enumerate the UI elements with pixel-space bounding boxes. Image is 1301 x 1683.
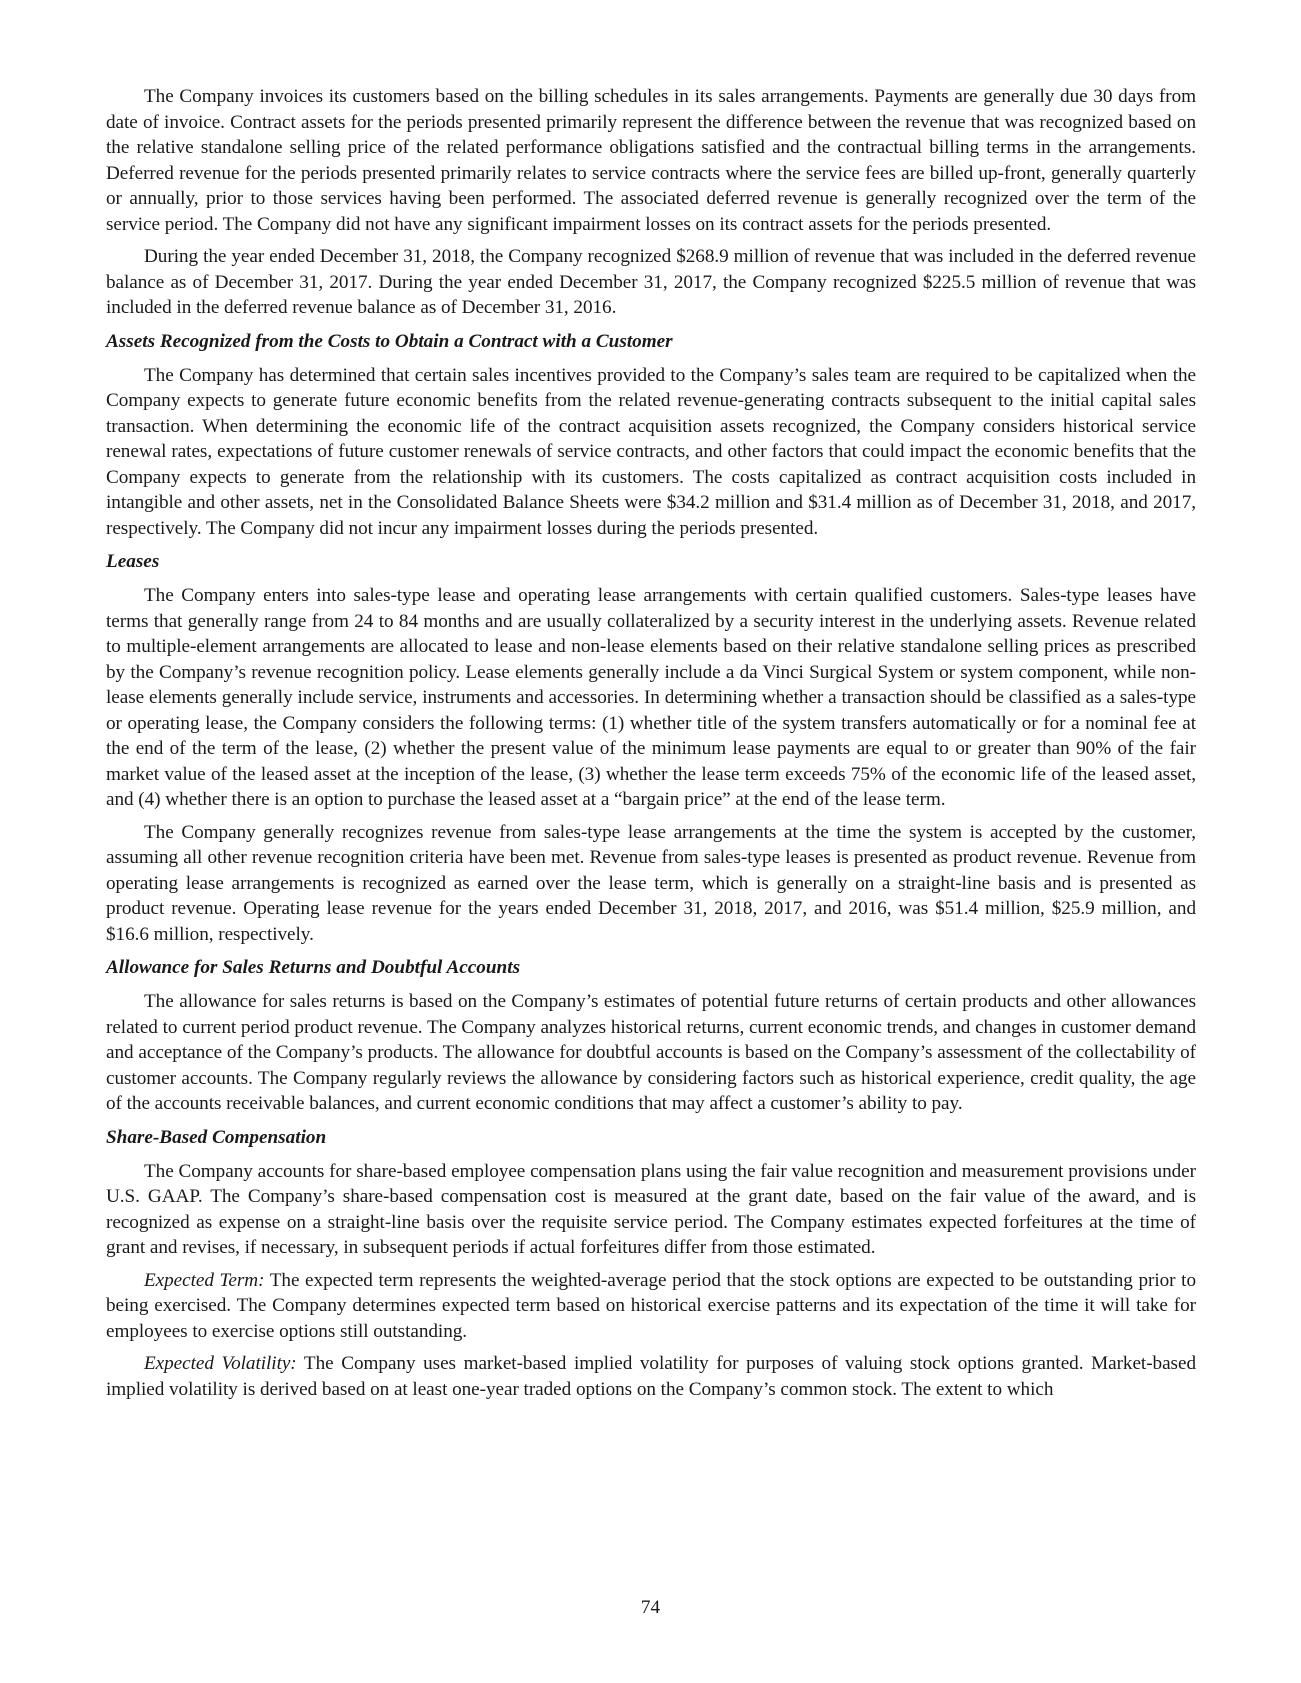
paragraph-leases-revenue: The Company generally recognizes revenue from sales-type lease arrangements at the time the system is accepted by the customer, assuming all other revenue recognition criteria have been met. Revenue from sales-type leases is presented as product revenue. Revenue from operating lease arrangements is recognized as earned over the lease term, which is generally on a straight-line basis and is presented as product revenue. Operating lease revenue for the years ended December 31, 2018, 2017, and 2016, was $51.4 million, $25.9 million, and $16.6 million, respectively. bbox=[106, 821, 1196, 945]
paragraph-expected-term bbox=[106, 1268, 1196, 1345]
section-heading-leases: Leases bbox=[106, 551, 160, 572]
paragraph-share-based-compensation: The Company accounts for share-based employee compensation plans using the fair value recognition and measurement provisions under U.S. GAAP. The Company’s share-based compensation cost is measured at the grant date, based on the fair value of the award, and is recognized as expense on a straight-line basis over the requisite service period. The Company estimates expected forfeitures at the time of grant and revises, if necessary, in subsequent periods if actual forfeitures differ from those estimated. bbox=[106, 1160, 1196, 1258]
paragraph-billing: The Company invoices its customers based on the billing schedules in its sales arrangements. Payments are generally due 30 days from date of invoice. Contract assets for the periods presented primarily represent the difference between the revenue that was recognized based on the relative standalone selling price of the related performance obligations satisfied and the contractual billing terms in the arrangements. Deferred revenue for the periods presented primarily relates to service contracts where the service fees are billed up-front, generally quarterly or annually, prior to those services having been performed. The associated deferred revenue is generally recognized over the term of the service period. The Company did not have any significant impairment losses on its contract assets for the periods presented. bbox=[106, 86, 1196, 235]
expected-term-text: The expected term represents the weighted-average period that the stock options are expected to be outstanding prior to being exercised. The Company determines expected term based on historical exercise patterns and its expectation of the time it will take for employees to exercise options still outstanding. bbox=[106, 1269, 1196, 1342]
page-number: 74 bbox=[640, 1597, 661, 1618]
paragraph-leases-terms: The Company enters into sales-type lease and operating lease arrangements with certain qualified customers. Sales-type leases have terms that generally range from 24 to 84 months and are usually collateralized by a security interest in the underlying assets. Revenue related to multiple-element arrangements are allocated to lease and non-lease elements based on their relative standalone selling prices as prescribed by the Company’s revenue recognition policy. Lease elements generally include a da Vinci Surgical System or system component, while non-lease elements generally include service, instruments and accessories. In determining whether a transaction should be classified as a sales-type or operating lease, the Company considers the following terms: (1) whether title of the system transfers automatically or for a nominal fee at the end of the term of the lease, (2) whether the present value of the minimum lease payments are equal to or greater than 90% of the fair market value of the leased asset at the inception of the lease, (3) whether the lease term exceeds 75% of the economic life of the leased asset, and (4) whether there is an option to purchase the leased asset at a “bargain price” at the end of the lease term. bbox=[106, 585, 1196, 810]
section-heading-allowance: Allowance for Sales Returns and Doubtful Accounts bbox=[106, 957, 521, 978]
paragraph-deferred-revenue-recognized: During the year ended December 31, 2018, the Company recognized $268.9 million of revenue that was included in the deferred revenue balance as of December 31, 2017. During the year ended December 31, 2017, the Company recognized $225.5 million of revenue that was included in the deferred revenue balance as of December 31, 2016. bbox=[106, 246, 1196, 318]
section-heading-contract-costs: Assets Recognized from the Costs to Obtain a Contract with a Customer bbox=[106, 330, 673, 352]
expected-volatility-text: The Company uses market-based implied volatility for purposes of valuing stock options granted. Market-based implied volatility is derived based on at least one-year traded options on the Company’s common stock. The extent to which bbox=[106, 1353, 1196, 1400]
section-heading-share-based-compensation: Share-Based Compensation bbox=[106, 1126, 327, 1148]
expected-term-lead: Expected Term: bbox=[144, 1269, 265, 1291]
paragraph-expected-volatility bbox=[106, 1351, 1196, 1402]
document-body bbox=[106, 84, 1196, 1409]
paragraph-allowance: The allowance for sales returns is based on the Company’s estimates of potential future returns of certain products and other allowances related to current period product revenue. The Company analyzes historical returns, current economic trends, and changes in customer demand and acceptance of the Company’s products. The allowance for doubtful accounts is based on the Company’s assessment of the collectability of customer accounts. The Company regularly reviews the allowance by considering factors such as historical experience, credit quality, the age of the accounts receivable balances, and current economic conditions that may affect a customer’s ability to pay. bbox=[106, 991, 1196, 1114]
expected-volatility-lead: Expected Volatility: bbox=[144, 1353, 297, 1374]
paragraph-contract-costs: The Company has determined that certain sales incentives provided to the Company’s sales team are required to be capitalized when the Company expects to generate future economic benefits from the related revenue-generating contracts subsequent to the initial capital sales transaction. When determining the economic life of the contract acquisition assets recognized, the Company considers historical service renewal rates, expectations of future customer renewals of service contracts, and other factors that could impact the economic benefits that the Company expects to generate from the relationship with its customers. The costs capitalized as contract acquisition costs included in intangible and other assets, net in the Consolidated Balance Sheets were $34.2 million and $31.4 million as of December 31, 2018, and 2017, respectively. The Company did not incur any impairment losses during the periods presented. bbox=[106, 364, 1196, 539]
